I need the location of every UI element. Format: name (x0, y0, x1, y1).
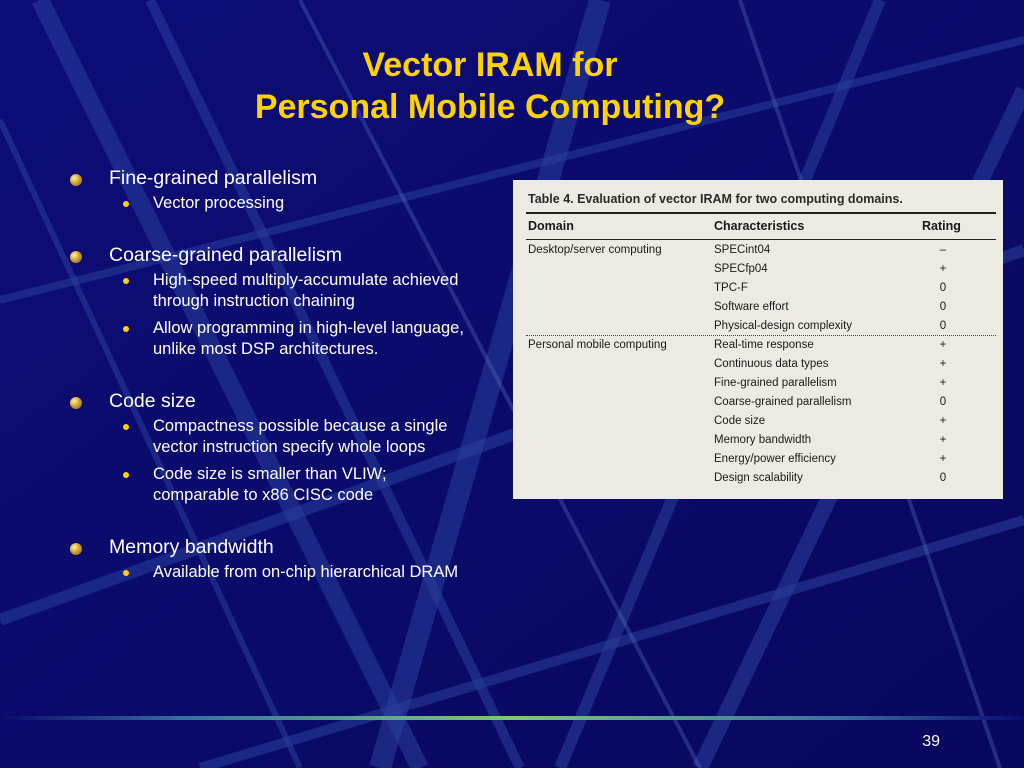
sub-bullet-text: Compactness possible because a single vector instruction specify whole loops (153, 416, 448, 456)
characteristic-cell: Fine-grained parallelism (714, 377, 837, 389)
sub-bullet-item (68, 562, 468, 584)
bullet-item (68, 166, 468, 190)
characteristic-cell: TPC-F (714, 282, 748, 294)
sub-bullet-text: Allow programming in high-level language, unlike most DSP architectures. (153, 318, 464, 358)
bullet-dot-icon (70, 251, 82, 263)
table-row (714, 244, 974, 263)
characteristic-cell: Code size (714, 415, 766, 427)
table-row (714, 415, 974, 434)
characteristic-cell: SPECint04 (714, 244, 771, 256)
table-section-divider (526, 335, 996, 336)
rating-cell: 0 (939, 396, 947, 408)
table-row (714, 453, 974, 472)
column-header-domain: Domain (528, 219, 574, 233)
rating-cell: 0 (939, 320, 947, 332)
table-row (714, 472, 974, 491)
table-row (714, 377, 974, 396)
sub-bullet-item (68, 464, 468, 507)
bullet-group (68, 389, 468, 507)
bullet-text: Memory bandwidth (109, 535, 274, 558)
characteristic-cell: Energy/power efficiency (714, 453, 836, 465)
slide-title-line2: Personal Mobile Computing? (254, 88, 726, 126)
rating-cell: + (939, 377, 947, 389)
table-row (714, 396, 974, 415)
domain-label: Desktop/server computing (528, 244, 662, 256)
footer-rule (0, 716, 1024, 720)
table-caption: Table 4. Evaluation of vector IRAM for two computing domains. (528, 192, 903, 206)
characteristic-cell: Real-time response (714, 339, 814, 351)
table-header-rule (526, 239, 996, 240)
sub-bullet-dot-icon (123, 424, 129, 430)
bullet-list (68, 166, 468, 611)
table-row (714, 263, 974, 282)
rating-cell: – (939, 244, 947, 256)
rating-cell: 0 (939, 301, 947, 313)
table-row (714, 339, 974, 358)
sub-bullet-text: High-speed multiply-accumulate achieved through instruction chaining (153, 270, 459, 310)
rating-cell: 0 (939, 282, 947, 294)
sub-bullet-dot-icon (123, 201, 129, 207)
rating-cell: + (939, 339, 947, 351)
bullet-item (68, 389, 468, 413)
sub-bullet-dot-icon (123, 472, 129, 478)
page-number: 39 (922, 733, 940, 750)
bullet-item (68, 535, 468, 559)
characteristic-cell: Memory bandwidth (714, 434, 812, 446)
sub-bullet-item (68, 193, 468, 215)
rating-cell: + (939, 453, 947, 465)
sub-bullet-item (68, 416, 468, 459)
sub-bullet-dot-icon (123, 278, 129, 284)
bullet-item (68, 243, 468, 267)
table-row (714, 301, 974, 320)
sub-bullet-item (68, 318, 468, 361)
sub-bullet-text: Available from on-chip hierarchical DRAM (153, 562, 459, 581)
slide-title (0, 44, 980, 128)
sub-bullet-text: Vector processing (153, 194, 285, 212)
rating-cell: + (939, 434, 947, 446)
rating-cell: + (939, 358, 947, 370)
column-header-characteristics: Characteristics (714, 219, 805, 233)
characteristic-cell: Software effort (714, 301, 789, 313)
sub-bullet-text: Code size is smaller than VLIW; comparable to x86 CISC code (153, 464, 387, 504)
bullet-text: Fine-grained parallelism (109, 167, 318, 189)
table-row (714, 320, 974, 339)
table-top-rule (526, 212, 996, 214)
characteristic-cell: Physical-design complexity (714, 320, 853, 332)
characteristic-cell: Coarse-grained parallelism (714, 396, 852, 408)
evaluation-table (513, 180, 1003, 499)
characteristic-cell: SPECfp04 (714, 263, 768, 275)
rating-cell: + (939, 415, 947, 427)
bullet-dot-icon (70, 543, 82, 555)
bullet-text: Code size (109, 389, 196, 412)
sub-bullet-dot-icon (123, 570, 129, 576)
bullet-group (68, 166, 468, 215)
bullet-dot-icon (70, 397, 82, 409)
bullet-text: Coarse-grained parallelism (109, 243, 343, 266)
domain-label: Personal mobile computing (528, 339, 667, 351)
bullet-group (68, 535, 468, 584)
bullet-group (68, 243, 468, 361)
characteristic-cell: Continuous data types (714, 358, 829, 370)
column-header-rating: Rating (922, 219, 961, 233)
bullet-dot-icon (70, 174, 82, 186)
table-row (714, 358, 974, 377)
slide-title-line1: Vector IRAM for (362, 46, 618, 84)
rating-cell: 0 (939, 472, 947, 484)
rating-cell: + (939, 263, 947, 275)
sub-bullet-item (68, 270, 468, 313)
sub-bullet-dot-icon (123, 326, 129, 332)
characteristic-cell: Design scalability (714, 472, 803, 484)
table-row (714, 434, 974, 453)
table-row (714, 282, 974, 301)
